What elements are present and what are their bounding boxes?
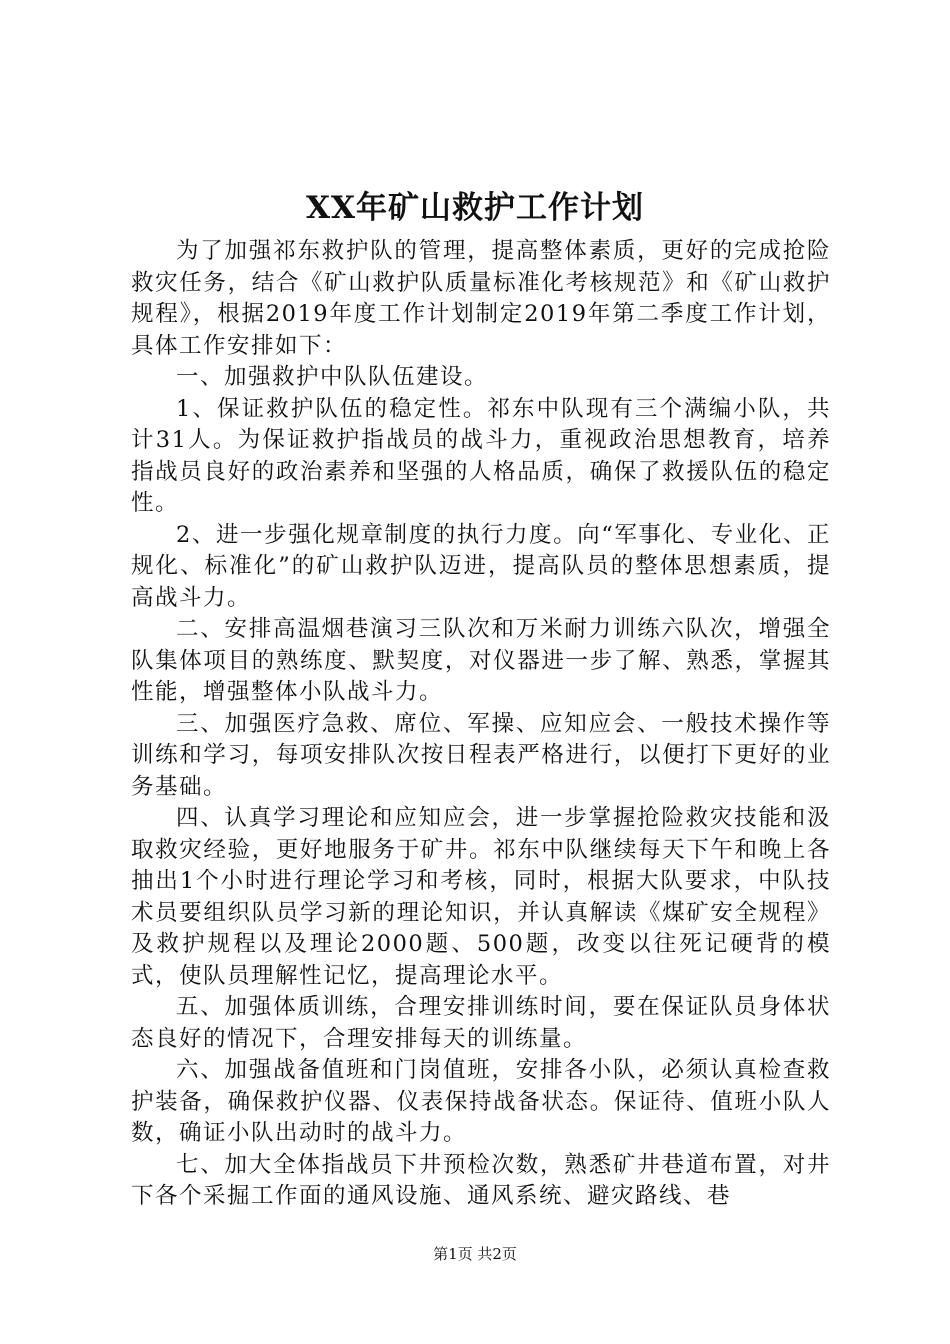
paragraph-section-6: 六、加强战备值班和门岗值班，安排各小队，必须认真检查救护装备，确保救护仪器、仪表保持战备状态。保证待、值班小队人数，确证小队出动时的战斗力。 [131,1057,831,1146]
document-title: XX年矿山救护工作计划 [305,190,645,226]
paragraph-item-1: 1、保证救护队伍的稳定性。祁东中队现有三个满编小队，共计31人。为保证救护指战员的战斗力，重视政治思想教育，培养指战员良好的政治素养和坚强的人格品质，确保了救援队伍的稳定性。 [131,395,831,516]
paragraph-section-7: 七、加大全体指战员下井预检次数，熟悉矿井巷道布置，对井下各个采掘工作面的通风设施、通风系统、避灾路线、巷 [131,1151,831,1209]
paragraph-section-1: 一、加强救护中队队伍建设。 [176,364,489,390]
paragraph-section-3: 三、加强医疗急救、席位、军操、应知应会、一般技术操作等训练和学习，每项安排队次按日程表严格进行，以便打下更好的业务基础。 [131,710,831,800]
paragraph-section-5: 五、加强体质训练，合理安排训练时间，要在保证队员身体状态良好的情况下，合理安排每天的训练量。 [131,994,831,1052]
paragraph-section-4: 四、认真学习理论和应知应会，进一步掌握抢险救灾技能和汲取救灾经验，更好地服务于矿井。祁东中队继续每天下午和晚上各抽出1个小时进行理论学习和考核，同时，根据大队要求，中队技术员要组织队员学习新的理论知识，并认真解读《煤矿安全规程》及救护规程以及理论2000题、500题，改变以往死记硬背的模式，使队员理解性记忆，提高理论水平。 [131,805,831,989]
paragraph-section-2: 二、安排高温烟巷演习三队次和万米耐力训练六队次，增强全队集体项目的熟练度、默契度，对仪器进一步了解、熟悉，掌握其性能，增强整体小队战斗力。 [131,616,831,705]
paragraph-intro: 为了加强祁东救护队的管理，提高整体素质，更好的完成抢险救灾任务，结合《矿山救护队质量标准化考核规范》和《矿山救护规程》，根据2019年度工作计划制定2019年第二季度工作计划，具体工作安排如下： [131,238,831,359]
document-body [131,236,831,1213]
page-footer: 第1页 共2页 [433,1245,517,1263]
paragraph-item-2: 2、进一步强化规章制度的执行力度。向“军事化、专业化、正规化、标准化”的矿山救护队迈进，提高队员的整体思想素质，提高战斗力。 [131,521,831,611]
